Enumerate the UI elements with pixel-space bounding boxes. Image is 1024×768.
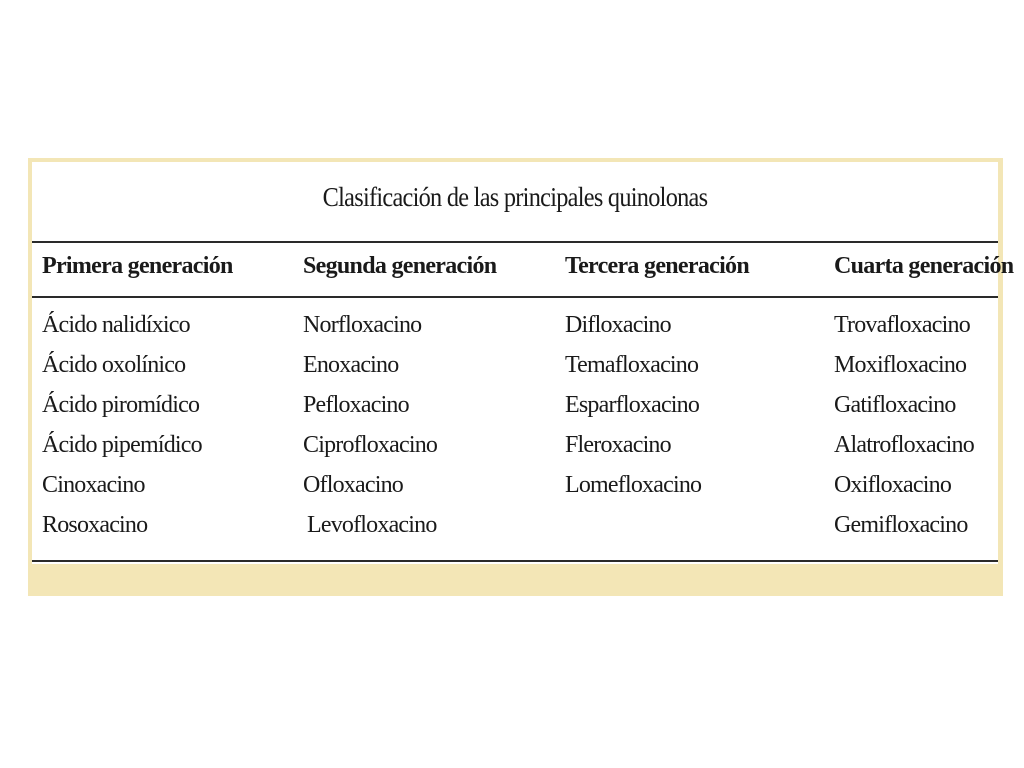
table-cell: Levofloxacino — [307, 512, 437, 538]
table-cell: Fleroxacino — [565, 432, 671, 458]
header-segunda-generacion: Segunda generación — [303, 253, 497, 279]
table-cell: Ácido pipemídico — [42, 432, 202, 458]
header-tercera-generacion: Tercera generación — [565, 253, 750, 279]
header-cuarta-generacion: Cuarta generación — [834, 253, 1014, 279]
table-cell: Difloxacino — [565, 312, 671, 338]
top-rule — [32, 241, 998, 243]
table-cell: Enoxacino — [303, 352, 399, 378]
column-tercera-generacion — [565, 312, 701, 512]
column-segunda-generacion — [303, 312, 437, 552]
table-cell: Norfloxacino — [303, 312, 422, 338]
bottom-rule — [32, 560, 998, 562]
table-cell: Cinoxacino — [42, 472, 145, 498]
table-caption: Clasificación de las principales quinolonas — [322, 182, 708, 212]
table-cell: Lomefloxacino — [565, 472, 702, 498]
column-cuarta-generacion — [834, 312, 974, 552]
table-cell: Oxifloxacino — [834, 472, 952, 498]
header-primera-generacion: Primera generación — [42, 253, 233, 279]
table-cell: Temafloxacino — [565, 352, 699, 378]
quinolones-table — [32, 162, 1014, 564]
table-cell: Trovafloxacino — [834, 312, 970, 338]
table-cell: Ofloxacino — [303, 472, 403, 498]
quinolones-table-frame — [28, 158, 1014, 596]
table-cell: Gemifloxacino — [834, 512, 968, 538]
table-cell: Ácido nalidíxico — [42, 312, 190, 338]
table-cell: Pefloxacino — [303, 392, 409, 418]
table-cell: Ciprofloxacino — [303, 432, 438, 458]
table-cell: Rosoxacino — [42, 512, 148, 538]
table-cell: Ácido piromídico — [42, 392, 200, 418]
header-rule — [32, 296, 998, 298]
table-cell: Gatifloxacino — [834, 392, 956, 418]
table-cell: Alatrofloxacino — [834, 432, 974, 458]
column-primera-generacion — [42, 312, 202, 552]
table-cell: Esparfloxacino — [565, 392, 700, 418]
table-cell: Moxifloxacino — [834, 352, 967, 378]
table-cell: Ácido oxolínico — [42, 352, 186, 378]
